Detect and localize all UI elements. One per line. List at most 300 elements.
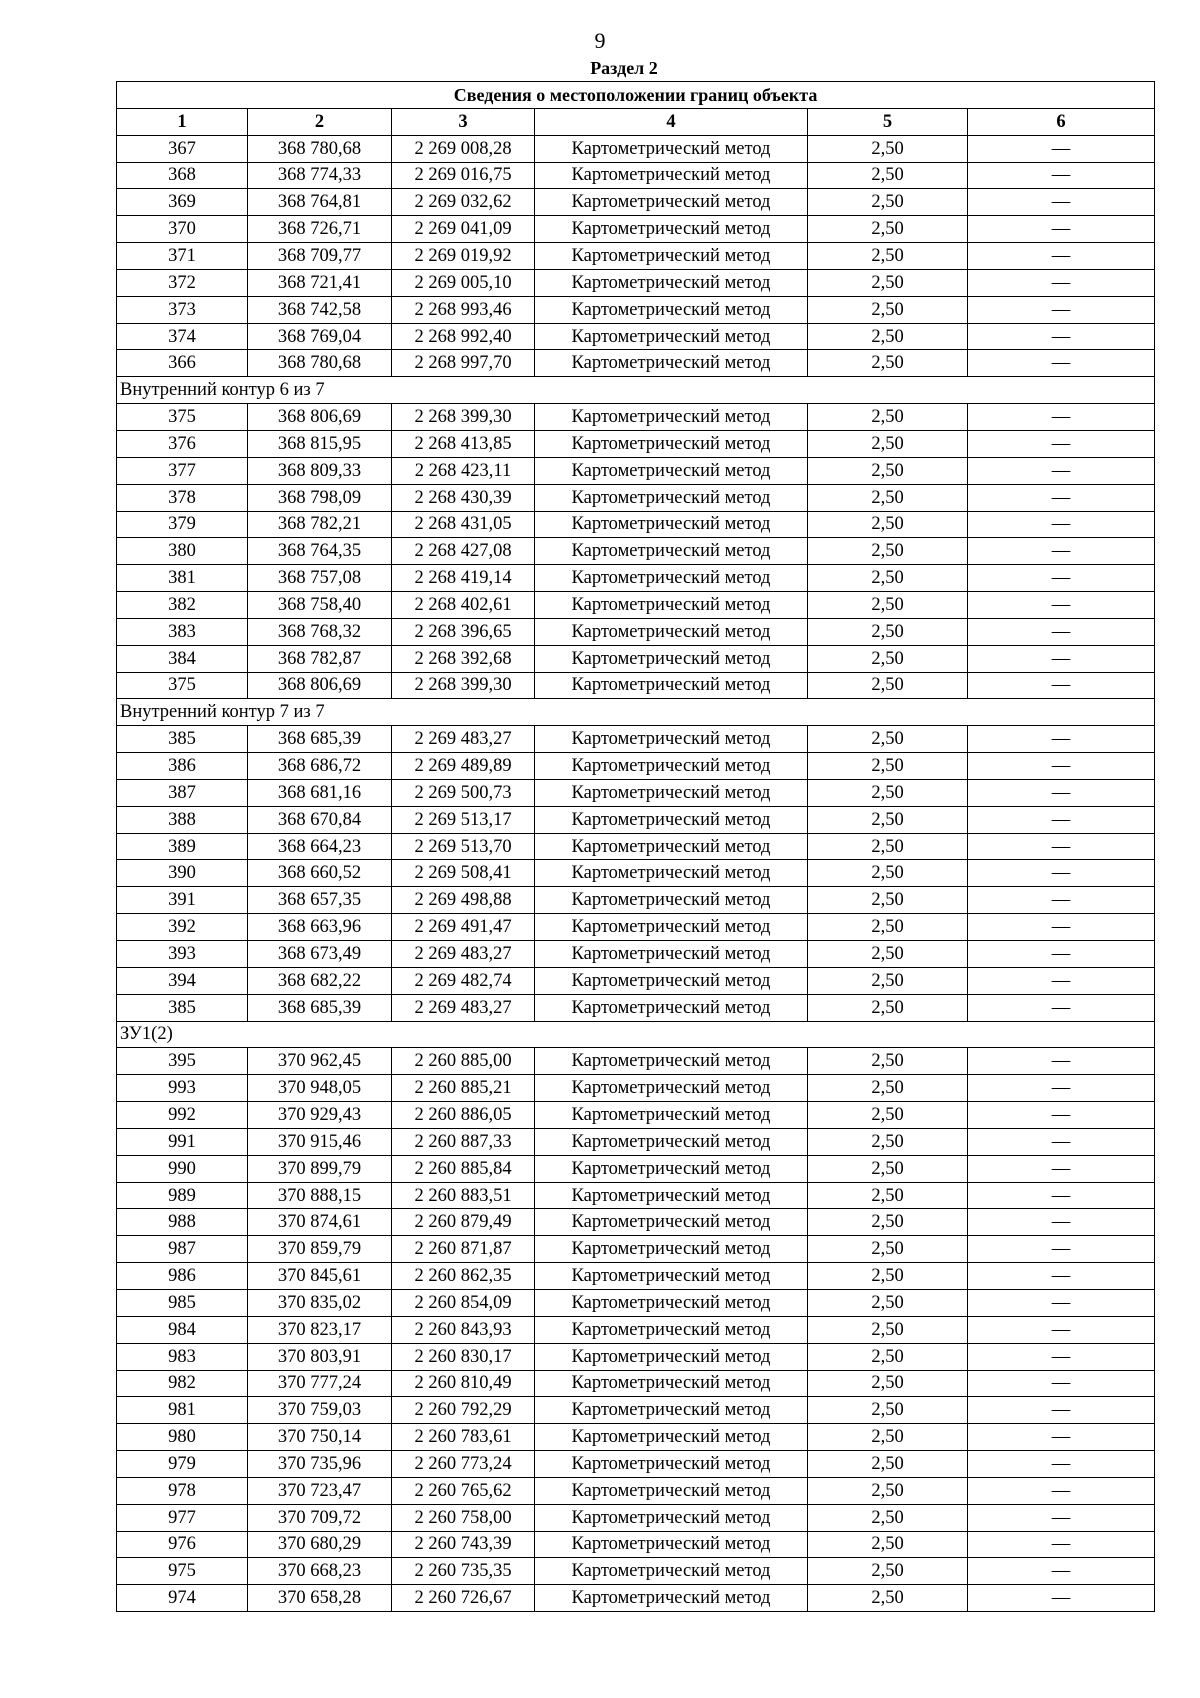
table-cell: 2 268 430,39 xyxy=(392,484,535,511)
table-cell: 368 709,77 xyxy=(248,243,392,270)
table-cell: 370 874,61 xyxy=(248,1209,392,1236)
table-cell: 2 268 993,46 xyxy=(392,296,535,323)
table-cell: — xyxy=(968,1451,1155,1478)
table-cell: 368 806,69 xyxy=(248,404,392,431)
table-row xyxy=(117,618,1155,645)
table-row xyxy=(117,887,1155,914)
table-cell: 977 xyxy=(117,1504,248,1531)
table-cell: 368 660,52 xyxy=(248,860,392,887)
table-cell: 2 268 399,30 xyxy=(392,672,535,699)
table-cell: 368 809,33 xyxy=(248,457,392,484)
table-cell: 2,50 xyxy=(808,538,968,565)
column-header: 6 xyxy=(968,108,1155,135)
table-row xyxy=(117,350,1155,377)
table-row xyxy=(117,404,1155,431)
table-cell: — xyxy=(968,1424,1155,1451)
group-header-row xyxy=(117,699,1155,726)
table-cell: — xyxy=(968,243,1155,270)
table-cell: Картометрический метод xyxy=(535,887,808,914)
table-cell: 983 xyxy=(117,1343,248,1370)
table-cell: 368 815,95 xyxy=(248,430,392,457)
table-row xyxy=(117,1477,1155,1504)
table-cell: 2,50 xyxy=(808,1048,968,1075)
table-cell: 370 915,46 xyxy=(248,1128,392,1155)
table-cell: 371 xyxy=(117,243,248,270)
table-row xyxy=(117,1424,1155,1451)
table-cell: 2 268 992,40 xyxy=(392,323,535,350)
table-cell: Картометрический метод xyxy=(535,1236,808,1263)
table-cell: Картометрический метод xyxy=(535,753,808,780)
table-cell: 2,50 xyxy=(808,1102,968,1129)
table-cell: — xyxy=(968,779,1155,806)
table-cell: 2,50 xyxy=(808,162,968,189)
table-row xyxy=(117,1585,1155,1612)
table-cell: Картометрический метод xyxy=(535,1531,808,1558)
table-cell: Картометрический метод xyxy=(535,538,808,565)
table-cell: — xyxy=(968,1155,1155,1182)
table-cell: 2 268 402,61 xyxy=(392,592,535,619)
table-cell: Картометрический метод xyxy=(535,1370,808,1397)
table-cell: 2 269 498,88 xyxy=(392,887,535,914)
table-cell: 2 269 482,74 xyxy=(392,967,535,994)
table-cell: 2,50 xyxy=(808,1182,968,1209)
table-cell: 2 269 008,28 xyxy=(392,135,535,162)
table-cell: 386 xyxy=(117,753,248,780)
table-cell: 368 726,71 xyxy=(248,216,392,243)
table-cell: Картометрический метод xyxy=(535,1343,808,1370)
table-cell: Картометрический метод xyxy=(535,430,808,457)
table-cell: — xyxy=(968,672,1155,699)
table-cell: 377 xyxy=(117,457,248,484)
table-row xyxy=(117,1263,1155,1290)
group-label: Внутренний контур 7 из 7 xyxy=(117,699,1155,726)
table-cell: Картометрический метод xyxy=(535,672,808,699)
table-cell: 2,50 xyxy=(808,323,968,350)
table-cell: Картометрический метод xyxy=(535,162,808,189)
table-cell: — xyxy=(968,941,1155,968)
table-cell: 368 758,40 xyxy=(248,592,392,619)
table-cell: 368 774,33 xyxy=(248,162,392,189)
table-cell: 2 268 399,30 xyxy=(392,404,535,431)
table-cell: 368 764,35 xyxy=(248,538,392,565)
table-cell: 368 764,81 xyxy=(248,189,392,216)
table-row xyxy=(117,269,1155,296)
table-cell: 389 xyxy=(117,833,248,860)
table-cell: 368 663,96 xyxy=(248,914,392,941)
table-cell: 370 750,14 xyxy=(248,1424,392,1451)
table-cell: 2 268 431,05 xyxy=(392,511,535,538)
table-cell: Картометрический метод xyxy=(535,1397,808,1424)
table-cell: 987 xyxy=(117,1236,248,1263)
table-cell: 2 260 830,17 xyxy=(392,1343,535,1370)
table-cell: 2,50 xyxy=(808,618,968,645)
table-cell: 384 xyxy=(117,645,248,672)
table-cell: 369 xyxy=(117,189,248,216)
table-row xyxy=(117,1102,1155,1129)
table-cell: 979 xyxy=(117,1451,248,1478)
table-cell: 370 888,15 xyxy=(248,1182,392,1209)
table-cell: 2,50 xyxy=(808,592,968,619)
table-cell: 2 268 419,14 xyxy=(392,565,535,592)
table-row xyxy=(117,779,1155,806)
table-cell: 370 709,72 xyxy=(248,1504,392,1531)
table-row xyxy=(117,430,1155,457)
table-cell: 2 269 483,27 xyxy=(392,726,535,753)
table-cell: 368 685,39 xyxy=(248,994,392,1021)
table-row xyxy=(117,484,1155,511)
table-cell: 985 xyxy=(117,1289,248,1316)
table-cell: 370 777,24 xyxy=(248,1370,392,1397)
table-cell: 2,50 xyxy=(808,1343,968,1370)
table-cell: 2,50 xyxy=(808,833,968,860)
table-cell: 2,50 xyxy=(808,1075,968,1102)
table-row xyxy=(117,1397,1155,1424)
table-cell: 2,50 xyxy=(808,1504,968,1531)
column-header: 5 xyxy=(808,108,968,135)
page-number: 9 xyxy=(594,28,606,53)
table-row xyxy=(117,941,1155,968)
table-cell: 370 658,28 xyxy=(248,1585,392,1612)
table-cell: 385 xyxy=(117,726,248,753)
table-cell: Картометрический метод xyxy=(535,618,808,645)
table-cell: 380 xyxy=(117,538,248,565)
table-cell: — xyxy=(968,1370,1155,1397)
table-cell: Картометрический метод xyxy=(535,592,808,619)
table-cell: Картометрический метод xyxy=(535,1477,808,1504)
table-cell: 2 260 810,49 xyxy=(392,1370,535,1397)
table-cell: Картометрический метод xyxy=(535,511,808,538)
table-cell: 2 260 883,51 xyxy=(392,1182,535,1209)
table-cell: 990 xyxy=(117,1155,248,1182)
table-cell: — xyxy=(968,1558,1155,1585)
table-cell: 2,50 xyxy=(808,1316,968,1343)
table-cell: — xyxy=(968,1075,1155,1102)
table-cell: 393 xyxy=(117,941,248,968)
table-cell: 2,50 xyxy=(808,753,968,780)
table-cell: 387 xyxy=(117,779,248,806)
table-cell: — xyxy=(968,1236,1155,1263)
table-cell: 2,50 xyxy=(808,430,968,457)
table-cell: 368 782,87 xyxy=(248,645,392,672)
table-cell: 368 798,09 xyxy=(248,484,392,511)
table-cell: 988 xyxy=(117,1209,248,1236)
table-row xyxy=(117,216,1155,243)
table-row xyxy=(117,1209,1155,1236)
table-cell: Картометрический метод xyxy=(535,806,808,833)
table-cell: Картометрический метод xyxy=(535,135,808,162)
table-cell: — xyxy=(968,296,1155,323)
table-cell: Картометрический метод xyxy=(535,967,808,994)
table-cell: 991 xyxy=(117,1128,248,1155)
table-cell: — xyxy=(968,404,1155,431)
table-cell: — xyxy=(968,1585,1155,1612)
table-cell: 2 260 783,61 xyxy=(392,1424,535,1451)
table-cell: 2 260 885,84 xyxy=(392,1155,535,1182)
table-row xyxy=(117,538,1155,565)
table-row xyxy=(117,135,1155,162)
table-cell: 368 782,21 xyxy=(248,511,392,538)
table-row xyxy=(117,1343,1155,1370)
table-cell: 2,50 xyxy=(808,779,968,806)
table-cell: — xyxy=(968,1531,1155,1558)
table-cell: 370 735,96 xyxy=(248,1451,392,1478)
table-cell: 2,50 xyxy=(808,565,968,592)
table-cell: 381 xyxy=(117,565,248,592)
table-cell: 2 260 862,35 xyxy=(392,1263,535,1290)
table-cell: 370 835,02 xyxy=(248,1289,392,1316)
table-cell: 984 xyxy=(117,1316,248,1343)
table-row xyxy=(117,860,1155,887)
table-cell: 2 260 743,39 xyxy=(392,1531,535,1558)
table-cell: — xyxy=(968,726,1155,753)
table-cell: — xyxy=(968,1263,1155,1290)
table-cell: 2,50 xyxy=(808,1585,968,1612)
table-row xyxy=(117,511,1155,538)
table-row xyxy=(117,1370,1155,1397)
table-cell: 2 269 005,10 xyxy=(392,269,535,296)
section-title: Раздел 2 xyxy=(590,58,658,78)
column-header: 4 xyxy=(535,108,808,135)
group-header-row xyxy=(117,377,1155,404)
table-cell: — xyxy=(968,511,1155,538)
table-cell: — xyxy=(968,538,1155,565)
table-cell: 980 xyxy=(117,1424,248,1451)
table-cell: — xyxy=(968,1316,1155,1343)
table-cell: — xyxy=(968,1209,1155,1236)
table-cell: 981 xyxy=(117,1397,248,1424)
table-cell: Картометрический метод xyxy=(535,296,808,323)
table-cell: 374 xyxy=(117,323,248,350)
table-row xyxy=(117,189,1155,216)
table-cell: 378 xyxy=(117,484,248,511)
table-cell: 2 268 413,85 xyxy=(392,430,535,457)
table-cell: 2 269 032,62 xyxy=(392,189,535,216)
table-cell: 2 268 392,68 xyxy=(392,645,535,672)
table-cell: 368 685,39 xyxy=(248,726,392,753)
table-cell: — xyxy=(968,860,1155,887)
table-row xyxy=(117,162,1155,189)
table-row xyxy=(117,1075,1155,1102)
table-cell: 2 260 773,24 xyxy=(392,1451,535,1478)
table-cell: Картометрический метод xyxy=(535,404,808,431)
group-label: ЗУ1(2) xyxy=(117,1021,1155,1048)
table-cell: Картометрический метод xyxy=(535,1558,808,1585)
table-cell: Картометрический метод xyxy=(535,1289,808,1316)
table-row xyxy=(117,645,1155,672)
table-row xyxy=(117,1182,1155,1209)
table-cell: 982 xyxy=(117,1370,248,1397)
table-cell: 2,50 xyxy=(808,994,968,1021)
table-row xyxy=(117,967,1155,994)
table-cell: 368 673,49 xyxy=(248,941,392,968)
table-cell: 2 260 765,62 xyxy=(392,1477,535,1504)
table-cell: 974 xyxy=(117,1585,248,1612)
table-cell: 395 xyxy=(117,1048,248,1075)
table-row xyxy=(117,726,1155,753)
table-row xyxy=(117,1316,1155,1343)
table-row xyxy=(117,565,1155,592)
table-cell: 2,50 xyxy=(808,967,968,994)
table-cell: 370 859,79 xyxy=(248,1236,392,1263)
table-cell: 2 269 016,75 xyxy=(392,162,535,189)
table-cell: — xyxy=(968,1048,1155,1075)
table-cell: 2 269 489,89 xyxy=(392,753,535,780)
table-cell: — xyxy=(968,323,1155,350)
table-cell: — xyxy=(968,1477,1155,1504)
table-cell: 370 759,03 xyxy=(248,1397,392,1424)
table-cell: 2 268 396,65 xyxy=(392,618,535,645)
table-cell: 368 721,41 xyxy=(248,269,392,296)
table-caption: Сведения о местоположении границ объекта xyxy=(117,82,1155,109)
table-cell: 2 260 885,00 xyxy=(392,1048,535,1075)
table-cell: — xyxy=(968,189,1155,216)
table-cell: 367 xyxy=(117,135,248,162)
table-cell: 370 668,23 xyxy=(248,1558,392,1585)
table-row xyxy=(117,994,1155,1021)
table-cell: — xyxy=(968,806,1155,833)
table-cell: 370 899,79 xyxy=(248,1155,392,1182)
table-cell: 368 664,23 xyxy=(248,833,392,860)
table-cell: 2,50 xyxy=(808,1424,968,1451)
boundary-table xyxy=(116,81,1155,1612)
column-header-row xyxy=(117,108,1155,135)
table-cell: 2 268 997,70 xyxy=(392,350,535,377)
table-cell: 370 723,47 xyxy=(248,1477,392,1504)
table-cell: — xyxy=(968,645,1155,672)
table-cell: 2 260 792,29 xyxy=(392,1397,535,1424)
table-cell: 2,50 xyxy=(808,672,968,699)
table-cell: 394 xyxy=(117,967,248,994)
table-cell: 368 806,69 xyxy=(248,672,392,699)
table-cell: 2,50 xyxy=(808,1397,968,1424)
table-cell: Картометрический метод xyxy=(535,1075,808,1102)
table-body xyxy=(117,135,1155,1611)
table-cell: Картометрический метод xyxy=(535,189,808,216)
table-cell: Картометрический метод xyxy=(535,323,808,350)
table-cell: 2,50 xyxy=(808,1477,968,1504)
table-cell: Картометрический метод xyxy=(535,779,808,806)
table-cell: 2,50 xyxy=(808,1531,968,1558)
table-cell: Картометрический метод xyxy=(535,1504,808,1531)
table-cell: 978 xyxy=(117,1477,248,1504)
table-cell: 368 769,04 xyxy=(248,323,392,350)
table-cell: Картометрический метод xyxy=(535,994,808,1021)
table-cell: 2,50 xyxy=(808,1263,968,1290)
table-cell: Картометрический метод xyxy=(535,457,808,484)
table-cell: 2 260 886,05 xyxy=(392,1102,535,1129)
table-row xyxy=(117,1048,1155,1075)
table-cell: 391 xyxy=(117,887,248,914)
table-row xyxy=(117,1451,1155,1478)
table-cell: 2 260 887,33 xyxy=(392,1128,535,1155)
table-cell: — xyxy=(968,135,1155,162)
table-cell: 368 780,68 xyxy=(248,350,392,377)
table-caption-row xyxy=(117,82,1155,109)
table-cell: 368 742,58 xyxy=(248,296,392,323)
table-cell: 2,50 xyxy=(808,1209,968,1236)
table-row xyxy=(117,1155,1155,1182)
table-cell: 2,50 xyxy=(808,1155,968,1182)
table-cell: 375 xyxy=(117,672,248,699)
table-cell: 2 260 735,35 xyxy=(392,1558,535,1585)
table-cell: 976 xyxy=(117,1531,248,1558)
table-cell: 2,50 xyxy=(808,1558,968,1585)
table-cell: — xyxy=(968,1102,1155,1129)
table-cell: 2,50 xyxy=(808,914,968,941)
table-cell: Картометрический метод xyxy=(535,216,808,243)
table-cell: 2,50 xyxy=(808,645,968,672)
table-cell: 2 260 854,09 xyxy=(392,1289,535,1316)
table-cell: 2 269 483,27 xyxy=(392,994,535,1021)
table-cell: — xyxy=(968,833,1155,860)
table-cell: Картометрический метод xyxy=(535,860,808,887)
table-cell: Картометрический метод xyxy=(535,645,808,672)
table-cell: 2 269 513,17 xyxy=(392,806,535,833)
group-label: Внутренний контур 6 из 7 xyxy=(117,377,1155,404)
table-cell: 2 260 758,00 xyxy=(392,1504,535,1531)
table-cell: 385 xyxy=(117,994,248,1021)
table-cell: 2,50 xyxy=(808,511,968,538)
table-cell: Картометрический метод xyxy=(535,269,808,296)
table-cell: — xyxy=(968,350,1155,377)
table-cell: Картометрический метод xyxy=(535,941,808,968)
table-cell: 2,50 xyxy=(808,941,968,968)
table-row xyxy=(117,1128,1155,1155)
table-cell: — xyxy=(968,1504,1155,1531)
table-cell: 2 269 491,47 xyxy=(392,914,535,941)
table-cell: — xyxy=(968,1397,1155,1424)
table-cell: Картометрический метод xyxy=(535,1128,808,1155)
table-cell: — xyxy=(968,484,1155,511)
table-cell: 2,50 xyxy=(808,726,968,753)
table-cell: 2,50 xyxy=(808,243,968,270)
table-cell: 2,50 xyxy=(808,1289,968,1316)
table-cell: 993 xyxy=(117,1075,248,1102)
table-cell: — xyxy=(968,1182,1155,1209)
table-cell: Картометрический метод xyxy=(535,243,808,270)
table-cell: — xyxy=(968,162,1155,189)
table-cell: 2,50 xyxy=(808,484,968,511)
table-cell: 989 xyxy=(117,1182,248,1209)
table-row xyxy=(117,833,1155,860)
table-cell: 392 xyxy=(117,914,248,941)
column-header: 1 xyxy=(117,108,248,135)
table-cell: Картометрический метод xyxy=(535,1182,808,1209)
table-cell: Картометрический метод xyxy=(535,484,808,511)
table-row xyxy=(117,323,1155,350)
table-cell: — xyxy=(968,592,1155,619)
table-cell: 368 757,08 xyxy=(248,565,392,592)
table-cell: Картометрический метод xyxy=(535,1209,808,1236)
table-cell: 372 xyxy=(117,269,248,296)
table-cell: 368 681,16 xyxy=(248,779,392,806)
table-cell: 2 268 427,08 xyxy=(392,538,535,565)
table-cell: 370 803,91 xyxy=(248,1343,392,1370)
table-cell: — xyxy=(968,1128,1155,1155)
table-cell: — xyxy=(968,1289,1155,1316)
table-cell: 368 670,84 xyxy=(248,806,392,833)
table-cell: — xyxy=(968,887,1155,914)
table-cell: 368 xyxy=(117,162,248,189)
table-row xyxy=(117,457,1155,484)
table-cell: Картометрический метод xyxy=(535,1585,808,1612)
table-cell: 375 xyxy=(117,404,248,431)
table-row xyxy=(117,1236,1155,1263)
table-cell: 2,50 xyxy=(808,1451,968,1478)
table-cell: 2,50 xyxy=(808,1370,968,1397)
table-row xyxy=(117,753,1155,780)
table-cell: 370 680,29 xyxy=(248,1531,392,1558)
